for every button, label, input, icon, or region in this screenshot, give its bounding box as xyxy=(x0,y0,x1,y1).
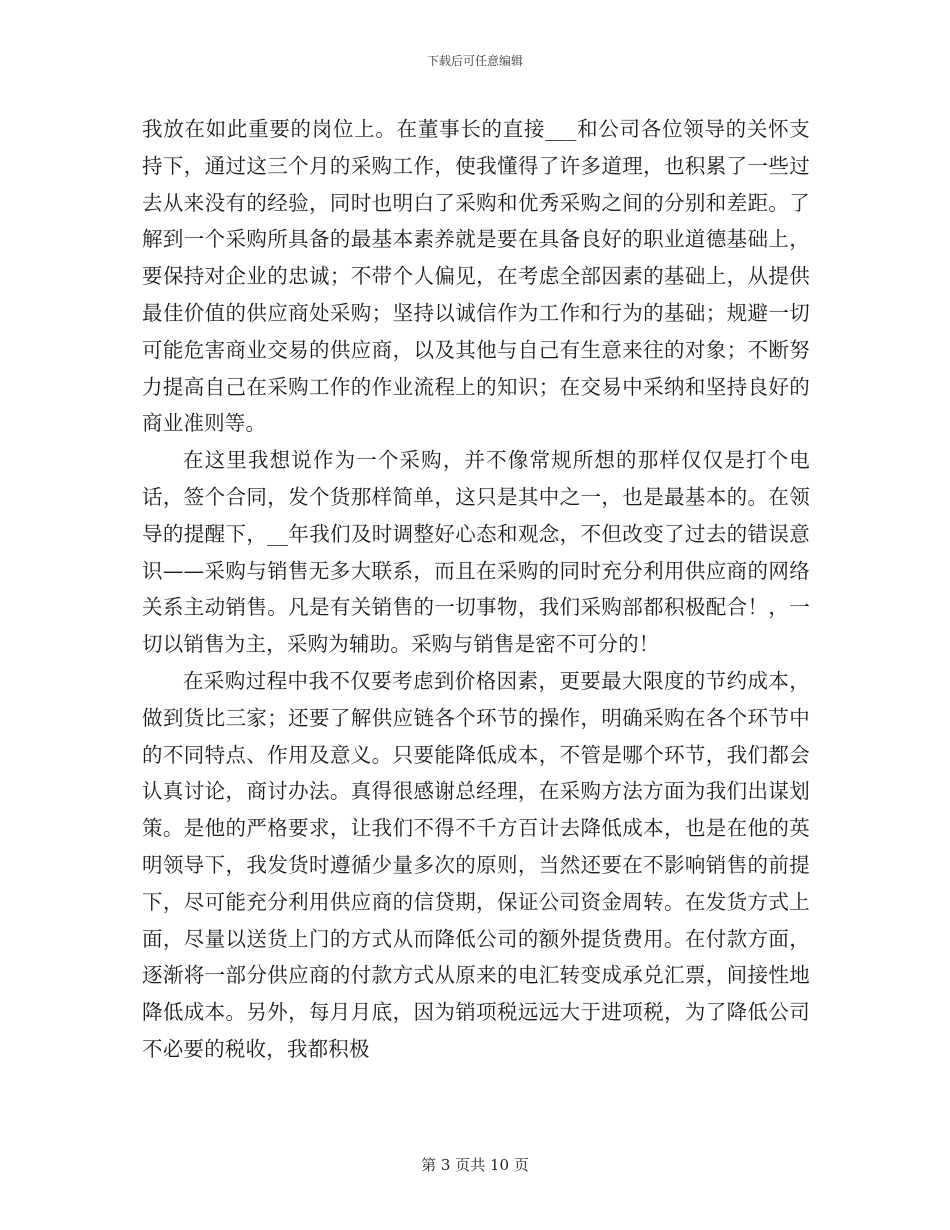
paragraph-3: 在采购过程中我不仅要考虑到价格因素，更要最大限度的节约成本，做到货比三家；还要了解供应链各个环节的操作，明确采购在各个环节中的不同特点、作用及意义。只要能降低成本，不管是哪个环节，我们都会认真讨论，商讨办法。真得很感谢总经理，在采购方法方面为我们出谋划策。是他的严格要求，让我们不得不千方百计去降低成本，也是在他的英明领导下，我发货时遵循少量多次的原则，当然还要在不影响销售的前提下，尽可能充分利用供应商的信贷期，保证公司资金周转。在发货方式上面，尽量以送货上门的方式从而降低公司的额外提货费用。在付款方面，逐渐将一部分供应商的付款方式从原来的电汇转变成承兑汇票，间接性地降低成本。另外，每月月底，因为销项税远远大于进项税，为了降低公司不必要的税收，我都积极 xyxy=(142,668,810,1061)
body-text xyxy=(142,111,810,1068)
page-footer: 第 3 页共 10 页 xyxy=(421,1156,529,1174)
paragraph-2: 在这里我想说作为一个采购，并不像常规所想的那样仅仅是打个电话，签个合同，发个货那样简单，这只是其中之一，也是最基本的。在领导的提醒下，__年我们及时调整好心态和观念，不但改变了过去的错误意识——采购与销售无多大联系，而且在采购的同时充分利用供应商的网络关系主动销售。凡是有关销售的一切事物，我们采购部都积极配合！，一切以销售为主，采购为辅助。采购与销售是密不可分的！ xyxy=(142,448,810,657)
paragraph-1: 我放在如此重要的岗位上。在董事长的直接___和公司各位领导的关怀支持下，通过这三个月的采购工作，使我懂得了许多道理，也积累了一些过去从来没有的经验，同时也明白了采购和优秀采购之间的分别和差距。了解到一个采购所具备的最基本素养就是要在具备良好的职业道德基础上，要保持对企业的忠诚；不带个人偏见，在考虑全部因素的基础上，从提供最佳价值的供应商处采购；坚持以诚信作为工作和行为的基础；规避一切可能危害商业交易的供应商，以及其他与自己有生意来往的对象；不断努力提高自己在采购工作的作业流程上的知识；在交易中采纳和坚持良好的商业准则等。 xyxy=(142,117,810,436)
page-header: 下载后可任意编辑 xyxy=(426,54,523,68)
